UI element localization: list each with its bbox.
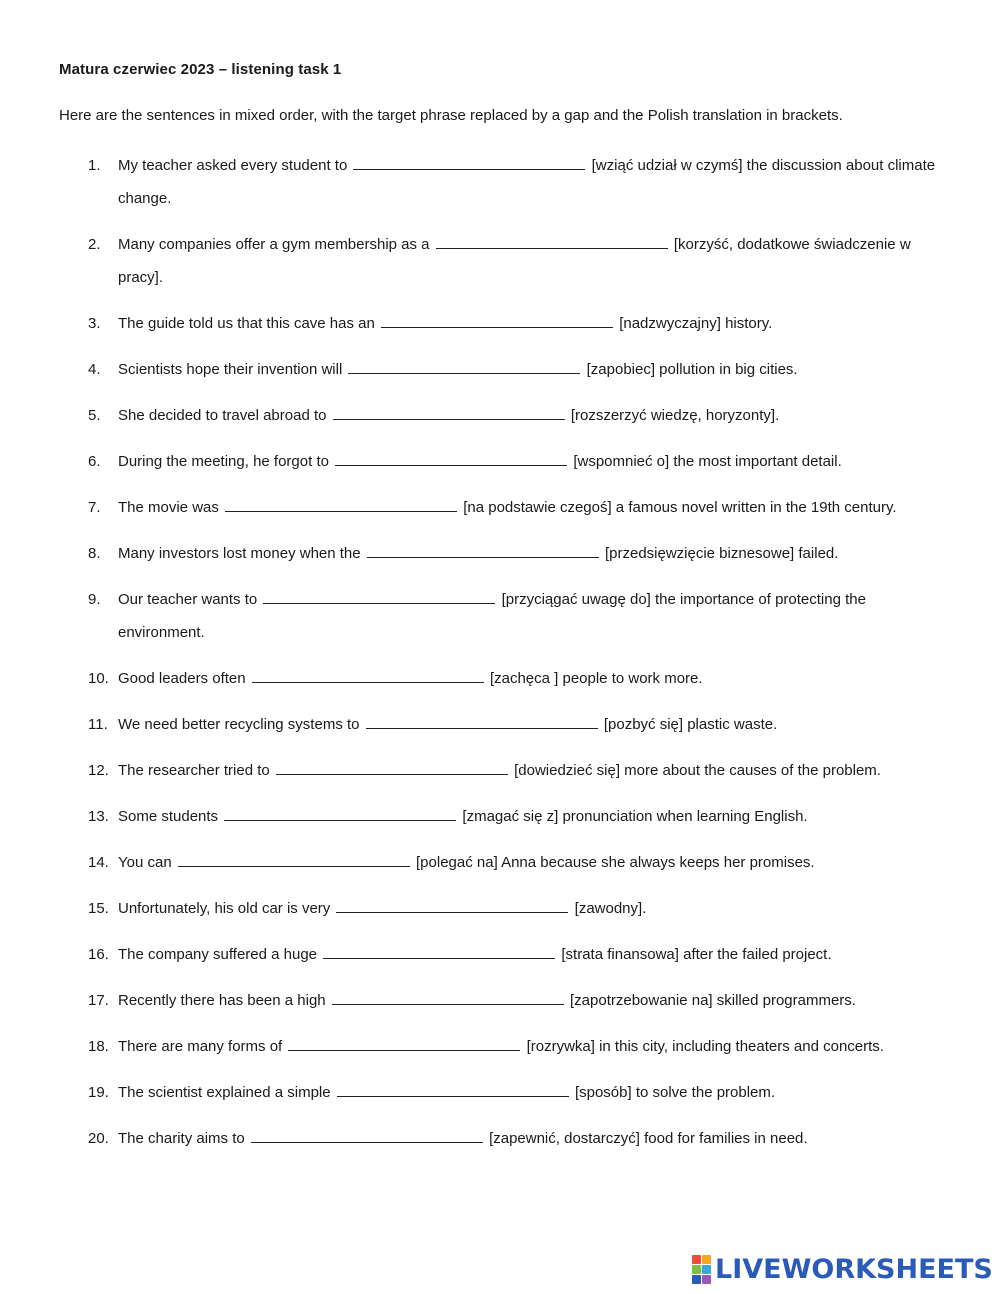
item-number: 10. [88, 670, 109, 687]
sentence-text-before: You can [118, 854, 172, 871]
answer-gap[interactable] [337, 1081, 569, 1097]
answer-gap[interactable] [225, 496, 457, 512]
sentence-text-before: Our teacher wants to [118, 591, 258, 608]
answer-gap[interactable] [263, 588, 495, 604]
answer-gap[interactable] [335, 450, 567, 466]
sentence-text-after: [na podstawie czegoś] a famous novel written in the 19th century. [463, 499, 897, 516]
item-number: 12. [88, 762, 109, 779]
sentence-text-before: Good leaders often [118, 670, 246, 687]
item-number: 2. [88, 236, 101, 253]
answer-gap[interactable] [367, 542, 599, 558]
sentence-text-after: [nadzwyczajny] history. [619, 315, 773, 332]
answer-gap[interactable] [336, 897, 568, 913]
answer-gap[interactable] [251, 1127, 483, 1143]
sentence-item [0, 800, 1000, 833]
liveworksheets-logo [692, 1254, 993, 1285]
sentence-text-before: We need better recycling systems to [118, 716, 360, 733]
sentence-text-before: She decided to travel abroad to [118, 407, 327, 424]
sentence-text-after: [dowiedzieć się] more about the causes of the problem. [514, 762, 881, 779]
sentence-text-before: Recently there has been a high [118, 992, 326, 1009]
sentence-item [0, 399, 1000, 432]
answer-gap[interactable] [366, 713, 598, 729]
logo-mark-square [702, 1275, 711, 1284]
worksheet-title: Matura czerwiec 2023 – listening task 1 [59, 61, 342, 78]
sentence-item [0, 984, 1000, 1017]
answer-gap[interactable] [353, 154, 585, 170]
answer-gap[interactable] [436, 233, 668, 249]
item-number: 1. [88, 157, 101, 174]
sentence-text-after: [polegać na] Anna because she always keeps her promises. [416, 854, 815, 871]
sentence-text-after: [przedsięwzięcie biznesowe] failed. [604, 545, 839, 562]
answer-gap[interactable] [276, 759, 508, 775]
item-number: 14. [88, 854, 109, 871]
sentence-text-before: The guide told us that this cave has an [118, 315, 375, 332]
answer-gap[interactable] [333, 404, 565, 420]
sentence-text-before: My teacher asked every student to [118, 157, 348, 174]
sentence-text-after: [zapobiec] pollution in big cities. [586, 361, 798, 378]
answer-gap[interactable] [323, 943, 555, 959]
answer-gap[interactable] [178, 851, 410, 867]
sentence-text-before: The movie was [118, 499, 219, 516]
sentence-item [0, 583, 1000, 649]
answer-gap[interactable] [224, 805, 456, 821]
sentence-item [0, 708, 1000, 741]
sentence-text-after: [przyciągać uwagę do] the importance of protecting the environment. [118, 591, 866, 641]
item-number: 18. [88, 1038, 109, 1055]
sentence-item [0, 228, 1000, 294]
instructions: Here are the sentences in mixed order, with the target phrase replaced by a gap and the Polish translation in brackets. [59, 107, 843, 124]
liveworksheets-logo-icon [692, 1255, 711, 1284]
sentence-item [0, 537, 1000, 570]
answer-gap[interactable] [288, 1035, 520, 1051]
sentence-text-before: Unfortunately, his old car is very [118, 900, 331, 917]
sentence-text-after: [zachęca ] people to work more. [489, 670, 703, 687]
sentence-item [0, 1076, 1000, 1109]
sentence-text-after: [strata finansowa] after the failed project. [561, 946, 832, 963]
sentence-text-after: [zmagać się z] pronunciation when learning English. [462, 808, 808, 825]
sentence-item [0, 307, 1000, 340]
item-number: 16. [88, 946, 109, 963]
sentence-item [0, 892, 1000, 925]
sentence-text-after: [rozrywka] in this city, including theaters and concerts. [526, 1038, 884, 1055]
logo-mark-square [692, 1275, 701, 1284]
item-number: 20. [88, 1130, 109, 1147]
logo-mark-square [702, 1265, 711, 1274]
sentence-item [0, 754, 1000, 787]
sentence-text-before: The researcher tried to [118, 762, 270, 779]
item-number: 13. [88, 808, 109, 825]
sentence-text-after: [zapewnić, dostarczyć] food for families in need. [489, 1130, 808, 1147]
item-number: 5. [88, 407, 101, 424]
sentence-text-before: Some students [118, 808, 219, 825]
answer-gap[interactable] [252, 667, 484, 683]
sentence-text-before: There are many forms of [118, 1038, 283, 1055]
sentence-text-after: [zapotrzebowanie na] skilled programmers. [570, 992, 856, 1009]
item-number: 11. [88, 716, 108, 733]
sentence-item [0, 662, 1000, 695]
sentence-list [0, 149, 1000, 1168]
sentence-text-before: The company suffered a huge [118, 946, 318, 963]
logo-mark-square [692, 1255, 701, 1264]
sentence-text-after: [sposób] to solve the problem. [574, 1084, 776, 1101]
sentence-item [0, 445, 1000, 478]
answer-gap[interactable] [332, 989, 564, 1005]
sentence-item [0, 491, 1000, 524]
sentence-item [0, 846, 1000, 879]
sentence-text-after: [pozbyć się] plastic waste. [603, 716, 778, 733]
logo-mark-square [692, 1265, 701, 1274]
sentence-text-before: The charity aims to [118, 1130, 245, 1147]
sentence-text-before: During the meeting, he forgot to [118, 453, 329, 470]
sentence-text-after: [wziąć udział w czymś] the discussion about climate change. [118, 157, 936, 207]
item-number: 3. [88, 315, 101, 332]
item-number: 7. [88, 499, 101, 516]
sentence-text-before: Many companies offer a gym membership as a [118, 236, 430, 253]
sentence-text-before: Many investors lost money when the [118, 545, 361, 562]
sentence-text-after: [korzyść, dodatkowe świadczenie w pracy]. [118, 236, 911, 286]
item-number: 9. [88, 591, 101, 608]
item-number: 4. [88, 361, 101, 378]
sentence-text-before: The scientist explained a simple [118, 1084, 331, 1101]
logo-text: LIVEWORKSHEETS [715, 1254, 993, 1285]
item-number: 19. [88, 1084, 109, 1101]
sentence-item [0, 938, 1000, 971]
item-number: 17. [88, 992, 109, 1009]
sentence-item [0, 1122, 1000, 1155]
sentence-item [0, 353, 1000, 386]
sentence-item [0, 1030, 1000, 1063]
sentence-text-after: [zawodny]. [574, 900, 647, 917]
answer-gap[interactable] [348, 358, 580, 374]
sentence-text-after: [rozszerzyć wiedzę, horyzonty]. [570, 407, 780, 424]
item-number: 15. [88, 900, 109, 917]
logo-mark-square [702, 1255, 711, 1264]
sentence-item [0, 149, 1000, 215]
sentence-text-before: Scientists hope their invention will [118, 361, 343, 378]
answer-gap[interactable] [381, 312, 613, 328]
sentence-text-after: [wspomnieć o] the most important detail. [573, 453, 842, 470]
item-number: 6. [88, 453, 101, 470]
item-number: 8. [88, 545, 101, 562]
